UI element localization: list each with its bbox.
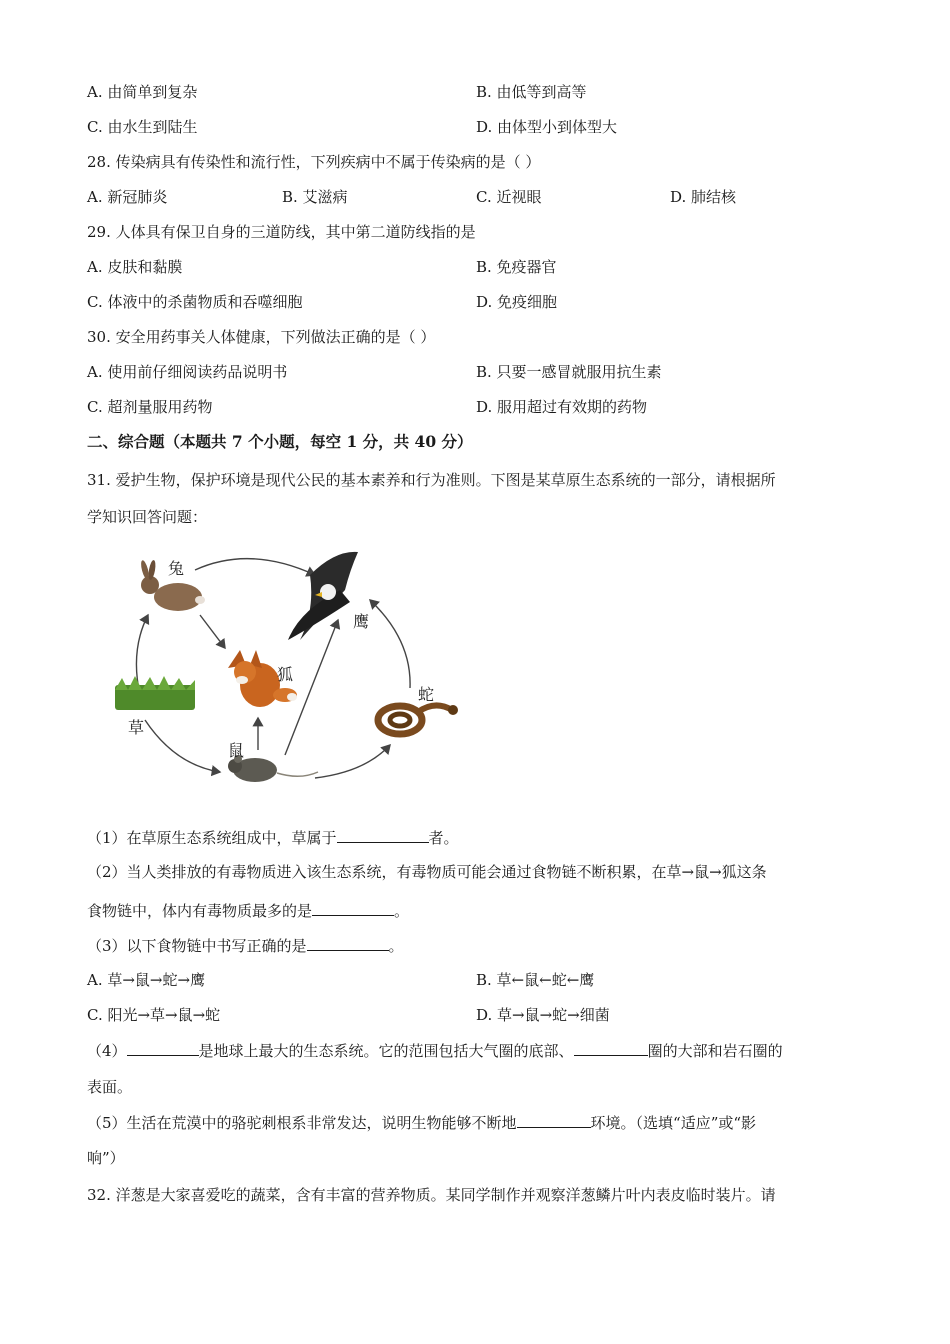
- q27-option-d: D. 由体型小到体型大: [476, 118, 618, 136]
- label-rabbit: 兔: [168, 559, 185, 578]
- arrow-rabbit-fox: [200, 615, 225, 648]
- q31-part1: [87, 827, 459, 848]
- grass-illustration: [115, 676, 195, 710]
- answer-blank-6[interactable]: [517, 1112, 591, 1128]
- q31-part3: [87, 935, 404, 956]
- q30-option-d: D. 服用超过有效期的药物: [476, 398, 648, 416]
- q28-option-c: C. 近视眼: [476, 188, 542, 206]
- q30-option-c: C. 超剂量服用药物: [87, 398, 213, 416]
- q31-part3-option-c: C. 阳光→草→鼠→蛇: [87, 1006, 221, 1024]
- q31-part3-text: （3）以下食物链中书写正确的是: [87, 937, 307, 955]
- q31-stem-line2: 学知识回答问题：: [87, 508, 208, 526]
- label-snake: 蛇: [418, 685, 435, 704]
- q28-stem: 28. 传染病具有传染性和流行性，下列疾病中不属于传染病的是（ ）: [87, 153, 541, 171]
- arrow-rabbit-eagle: [195, 559, 315, 575]
- q32-stem: 32. 洋葱是大家喜爱吃的蔬菜，含有丰富的营养物质。某同学制作并观察洋葱鳞片叶内表皮临时装片。请: [87, 1186, 776, 1204]
- section-heading: 二、综合题（本题共 7 个小题，每空 1 分，共 40 分）: [87, 432, 473, 451]
- q31-part5-line2: 响”）: [87, 1149, 125, 1167]
- q31-part1-text: （1）在草原生态系统组成中，草属于: [87, 829, 337, 847]
- q29-option-b: B. 免疫器官: [476, 258, 557, 276]
- label-eagle: 鹰: [353, 612, 370, 631]
- q31-part4-line2: 表面。: [87, 1078, 133, 1096]
- answer-blank-5[interactable]: [574, 1040, 648, 1056]
- q31-part2-line1: （2）当人类排放的有毒物质进入该生态系统，有毒物质可能会通过食物链不断积累，在草→鼠→狐这条: [87, 863, 767, 881]
- q27-option-b: B. 由低等到高等: [476, 83, 587, 101]
- eagle-illustration: [288, 552, 358, 640]
- q31-part5-suffix: 环境。（选填“适应”或“影: [590, 1114, 757, 1132]
- q29-option-c: C. 体液中的杀菌物质和吞噬细胞: [87, 293, 303, 311]
- q29-option-a: A. 皮肤和黏膜: [87, 258, 183, 276]
- q30-option-a: A. 使用前仔细阅读药品说明书: [87, 363, 288, 381]
- q31-part4-suffix: 圈的大部和岩石圈的: [647, 1042, 783, 1060]
- q31-part3-option-a: A. 草→鼠→蛇→鹰: [87, 971, 206, 989]
- q30-stem: 30. 安全用药事关人体健康，下列做法正确的是（ ）: [87, 328, 436, 346]
- arrow-mouse-snake: [315, 745, 390, 778]
- q31-part2-line2: [87, 900, 409, 921]
- label-grass: 草: [128, 718, 145, 737]
- snake-illustration: [378, 705, 458, 734]
- q28-option-a: A. 新冠肺炎: [87, 188, 168, 206]
- q31-part1-suffix: 者。: [428, 829, 459, 847]
- q31-part2-text: 食物链中，体内有毒物质最多的是: [87, 902, 313, 920]
- q27-option-a: A. 由简单到复杂: [87, 83, 198, 101]
- q30-option-b: B. 只要一感冒就服用抗生素: [476, 363, 662, 381]
- q27-option-c: C. 由水生到陆生: [87, 118, 198, 136]
- arrow-snake-eagle: [370, 600, 410, 688]
- q31-part4-text: 是地球上最大的生态系统。它的范围包括大气圈的底部、: [198, 1042, 574, 1060]
- arrow-mouse-eagle: [285, 620, 338, 755]
- label-mouse: 鼠: [228, 741, 245, 760]
- q29-stem: 29. 人体具有保卫自身的三道防线，其中第二道防线指的是: [87, 223, 476, 241]
- food-web-diagram: [100, 540, 470, 790]
- answer-blank-4[interactable]: [127, 1040, 199, 1056]
- q29-option-d: D. 免疫细胞: [476, 293, 558, 311]
- q31-part3-option-b: B. 草←鼠←蛇←鹰: [476, 971, 595, 989]
- q31-part4-line1: [87, 1040, 783, 1061]
- q28-option-d: D. 肺结核: [670, 188, 737, 206]
- answer-blank-3[interactable]: [307, 935, 389, 951]
- q31-part2-suffix: 。: [394, 902, 410, 920]
- arrow-grass-mouse: [145, 720, 220, 772]
- answer-blank-1[interactable]: [337, 827, 429, 843]
- answer-blank-2[interactable]: [312, 900, 394, 916]
- label-fox: 狐: [277, 665, 294, 684]
- q31-part3-suffix: 。: [388, 937, 404, 955]
- q31-part5-line1: [87, 1112, 756, 1133]
- q31-part5-text: （5）生活在荒漠中的骆驼刺根系非常发达，说明生物能够不断地: [87, 1114, 517, 1132]
- q28-option-b: B. 艾滋病: [282, 188, 348, 206]
- q31-stem-line1: 31. 爱护生物，保护环境是现代公民的基本素养和行为准则。下图是某草原生态系统的一部分，请根据所: [87, 471, 776, 489]
- q31-part4-prefix: （4）: [87, 1042, 127, 1060]
- q31-part3-option-d: D. 草→鼠→蛇→细菌: [476, 1006, 610, 1024]
